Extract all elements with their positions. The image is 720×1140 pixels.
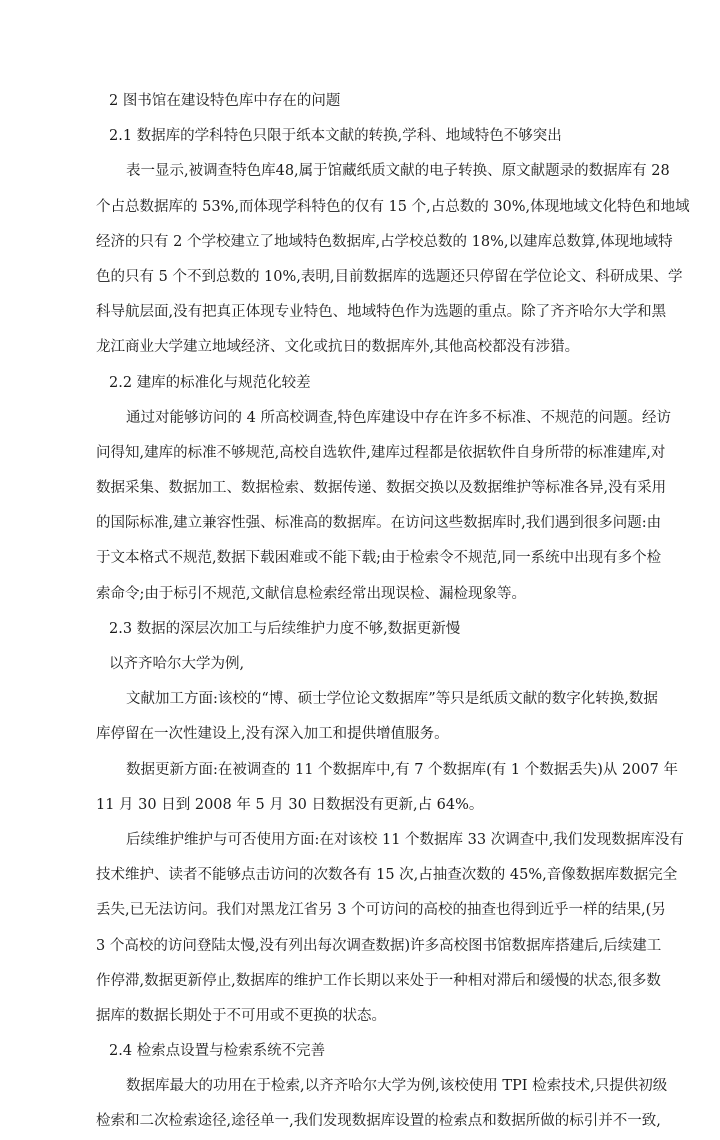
paragraph-line: 库停留在一次性建设上,没有深入加工和提供增值服务。 [96,726,449,743]
paragraph-line: 以齐齐哈尔大学为例, [109,656,245,672]
subsection-heading-2-3: 2.3 数据的深层次加工与后续维护力度不够,数据更新慢 [109,620,461,637]
paragraph-line: 11 月 30 日到 2008 年 5 月 30 日数据没有更新,占 64%。 [96,796,484,813]
paragraph-line: 个占总数据库的 53%,而体现学科特色的仅有 15 个,占总数的 30%,体现地域文化特色和地域 [96,198,690,215]
subsection-heading-2-2: 2.2 建库的标准化与规范化较差 [109,374,311,391]
paragraph-line: 检索和二次检索途径,途径单一,我们发现数据库设置的检索点和数据所做的标引并不一致, [96,1113,661,1130]
paragraph-line: 文献加工方面:该校的“博、硕士学位论文数据库”等只是纸质文献的数字化转换,数据 [126,691,658,708]
paragraph-line: 后续维护维护与可否使用方面:在对该校 11 个数据库 33 次调查中,我们发现数据库没有 [126,831,684,848]
paragraph-line: 数据更新方面:在被调查的 11 个数据库中,有 7 个数据库(有 1 个数据丢失)从 2007 年 [126,761,678,778]
paragraph-line: 技术维护、读者不能够点击访问的次数各有 15 次,占抽查次数的 45%,音像数据库数据完全 [96,867,678,884]
paragraph-line: 作停滞,数据更新停止,数据库的维护工作长期以来处于一种相对滞后和缓慢的状态,很多数 [96,972,661,989]
paragraph-line: 丢失,已无法访问。我们对黑龙江省另 3 个可访问的高校的抽查也得到近乎一样的结果,(另 [96,902,666,919]
paragraph-line: 3 个高校的访问登陆太慢,没有列出每次调查数据)许多高校图书馆数据库搭建后,后续建工 [96,937,662,954]
subsection-heading-2-1: 2.1 数据库的学科特色只限于纸本文献的转换,学科、地域特色不够突出 [109,128,562,145]
paragraph-line: 数据库最大的功用在于检索,以齐齐哈尔大学为例,该校使用 TPI 检索技术,只提供初级 [126,1078,668,1095]
paragraph-line: 科导航层面,没有把真正体现专业特色、地域特色作为选题的重点。除了齐齐哈尔大学和黑 [96,304,667,321]
paragraph-line: 问得知,建库的标准不够规范,高校自选软件,建库过程都是依据软件自身所带的标准建库,对 [96,444,666,461]
paragraph-line: 经济的只有 2 个学校建立了地域特色数据库,占学校总数的 18%,以建库总数算,体现地域特 [96,233,673,250]
paragraph-line: 的国际标准,建立兼容性强、标准高的数据库。在访问这些数据库时,我们遇到很多问题:由 [96,515,662,532]
paragraph-line: 索命令;由于标引不规范,文献信息检索经常出现误检、漏检现象等。 [96,585,526,602]
paragraph-line: 通过对能够访问的 4 所高校调查,特色库建设中存在许多不标准、不规范的问题。经访 [126,409,672,426]
paragraph-line: 据库的数据长期处于不可用或不更换的状态。 [96,1007,386,1024]
paragraph-line: 于文本格式不规范,数据下载困难或不能下载;由于检索令不规范,同一系统中出现有多个检 [96,550,662,567]
document-body [96,84,690,1140]
paragraph-line: 数据采集、数据加工、数据检索、数据传递、数据交换以及数据维护等标准各异,没有采用 [96,480,667,497]
paragraph-line: 龙江商业大学建立地域经济、文化或抗日的数据库外,其他高校都没有涉猎。 [96,339,580,356]
subsection-heading-2-4: 2.4 检索点设置与检索系统不完善 [109,1043,326,1060]
paragraph-line: 表一显示,被调查特色库48,属于馆藏纸质文献的电子转换、原文献题录的数据库有 28 [126,163,670,180]
section-title: 2 图书馆在建设特色库中存在的问题 [109,93,341,109]
paragraph-line: 色的只有 5 个不到总数的 10%,表明,目前数据库的选题还只停留在学位论文、科研成果、学 [96,268,683,285]
